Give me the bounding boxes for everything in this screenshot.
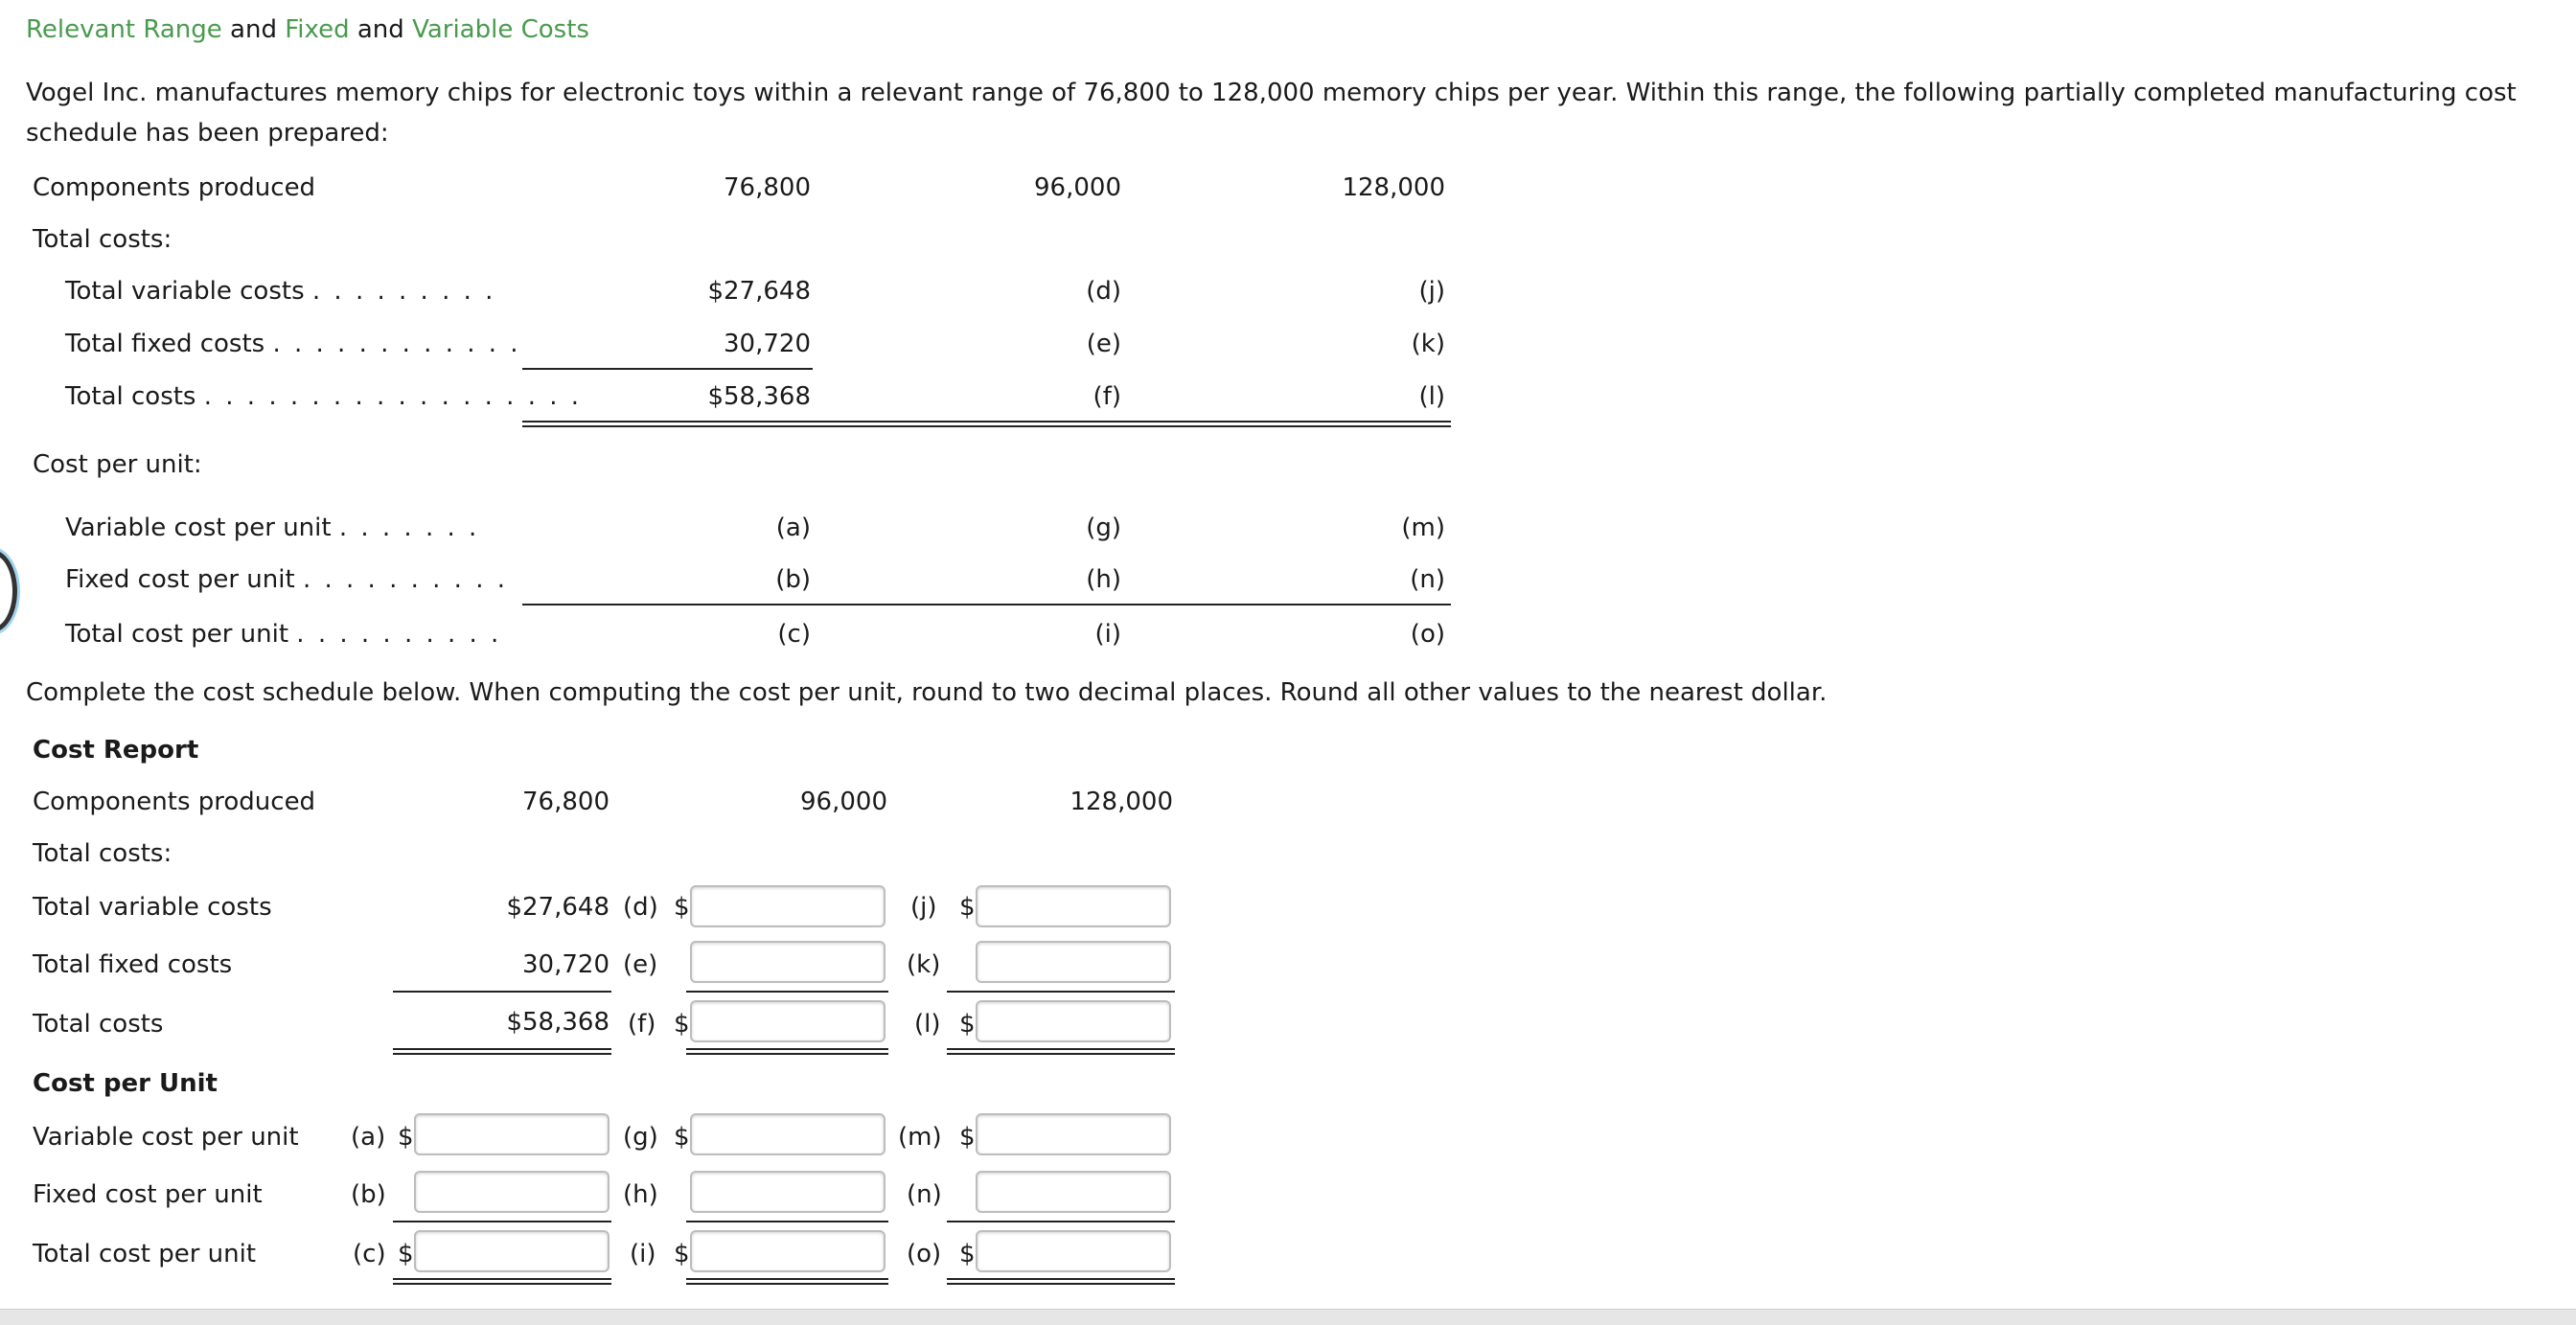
subtotal-rule	[947, 991, 1175, 993]
schedule-value: (m)	[1401, 514, 1445, 542]
report-given-value: $58,368	[506, 1008, 610, 1037]
leader-dots: . . . . . . . . . . . .	[272, 330, 521, 358]
schedule-value: (o)	[1410, 620, 1445, 649]
subtotal-rule	[686, 1221, 888, 1222]
currency-sign: $	[398, 1240, 414, 1268]
total-double-rule	[947, 1048, 1175, 1050]
report-row-label: Fixed cost per unit	[33, 1180, 263, 1209]
schedule-value: (a)	[775, 514, 811, 542]
report-given-value: $27,648	[506, 893, 610, 922]
schedule-row-label: Total cost per unit . . . . . . . . . .	[65, 620, 502, 649]
input-o-tcpu-128000[interactable]	[976, 1230, 1171, 1272]
schedule-col-header: 96,000	[1034, 173, 1121, 202]
currency-sign: $	[959, 1240, 976, 1268]
total-double-rule	[947, 1278, 1175, 1280]
title-link-fixed[interactable]: Fixed	[285, 15, 350, 44]
report-letter: (i)	[630, 1240, 656, 1268]
report-col-header: 76,800	[522, 788, 610, 816]
schedule-value: 30,720	[724, 330, 811, 358]
input-f-total-96000[interactable]	[690, 1000, 886, 1042]
schedule-value: (i)	[1094, 620, 1121, 649]
total-double-rule	[686, 1283, 888, 1285]
title-link-relevant-range[interactable]: Relevant Range	[26, 15, 222, 44]
report-row-label: Total variable costs	[33, 893, 272, 922]
report-letter: (h)	[623, 1180, 658, 1209]
report-row-label: Variable cost per unit	[33, 1123, 299, 1152]
report-letter: (k)	[907, 950, 941, 979]
input-b-fcpu-76800[interactable]	[414, 1171, 610, 1213]
schedule-row-label: Fixed cost per unit . . . . . . . . . .	[65, 565, 508, 594]
schedule-col-header: 128,000	[1342, 173, 1445, 202]
schedule-row-label: Total fixed costs . . . . . . . . . . . .	[65, 330, 521, 358]
report-letter: (l)	[914, 1010, 941, 1039]
currency-sign: $	[959, 1123, 976, 1152]
schedule-value: (n)	[1410, 565, 1445, 594]
currency-sign: $	[674, 1240, 690, 1268]
problem-intro: Vogel Inc. manufactures memory chips for electronic toys within a relevant range of 76,800 to 128,000 memory chips per year. Within this range, the following partially completed manufacturing cost schedule has been prepared:	[26, 79, 2517, 148]
subtotal-rule	[393, 991, 611, 993]
schedule-value: (l)	[1418, 382, 1445, 411]
schedule-value: (g)	[1086, 514, 1121, 542]
report-row-label: Total costs	[33, 1010, 164, 1039]
schedule-cpu-label: Cost per unit:	[33, 450, 202, 479]
input-e-fixed-96000[interactable]	[690, 941, 886, 983]
schedule-col-header: 76,800	[724, 173, 811, 202]
input-i-tcpu-96000[interactable]	[690, 1230, 886, 1272]
report-letter: (c)	[353, 1240, 386, 1268]
input-g-vcpu-96000[interactable]	[690, 1113, 886, 1155]
instructions-text: Complete the cost schedule below. When computing the cost per unit, round to two decimal places. Round all other values to the nearest dollar.	[26, 678, 1828, 707]
report-letter: (m)	[898, 1123, 942, 1152]
report-title: Cost Report	[33, 736, 199, 765]
report-cpu-title: Cost per Unit	[33, 1069, 218, 1098]
input-l-total-128000[interactable]	[976, 1000, 1171, 1042]
input-m-vcpu-128000[interactable]	[976, 1113, 1171, 1155]
report-letter: (g)	[623, 1123, 658, 1152]
input-a-vcpu-76800[interactable]	[414, 1113, 610, 1155]
currency-sign: $	[674, 893, 690, 922]
report-letter: (e)	[623, 950, 658, 979]
subtotal-rule	[393, 1221, 611, 1222]
report-letter: (b)	[351, 1180, 386, 1209]
schedule-value: (d)	[1086, 277, 1121, 306]
schedule-value: (b)	[775, 565, 811, 594]
title-text: and	[221, 15, 286, 44]
currency-sign: $	[398, 1123, 414, 1152]
schedule-value: (f)	[1092, 382, 1121, 411]
currency-sign: $	[674, 1010, 690, 1039]
leader-dots: . . . . . . . . . .	[302, 565, 508, 594]
report-components-label: Components produced	[33, 788, 316, 816]
schedule-value: (c)	[777, 620, 811, 649]
total-double-rule	[686, 1048, 888, 1050]
report-col-header: 96,000	[800, 788, 887, 816]
schedule-value: $27,648	[707, 277, 811, 306]
total-double-rule	[393, 1048, 611, 1050]
input-n-fcpu-128000[interactable]	[976, 1171, 1171, 1213]
total-double-rule	[522, 421, 1451, 423]
total-double-rule	[686, 1053, 888, 1055]
input-k-fixed-128000[interactable]	[976, 941, 1171, 983]
subtotal-rule	[522, 368, 813, 370]
report-letter: (f)	[628, 1010, 656, 1039]
schedule-row-label: Total variable costs . . . . . . . . .	[65, 277, 496, 306]
schedule-value: $58,368	[707, 382, 811, 411]
subtotal-rule	[522, 604, 1451, 605]
schedule-value: (k)	[1411, 330, 1445, 358]
input-c-tcpu-76800[interactable]	[414, 1230, 610, 1272]
currency-sign: $	[959, 1010, 976, 1039]
leader-dots: . . . . . . . . . .	[296, 620, 502, 649]
title-link-variable-costs[interactable]: Variable Costs	[412, 15, 589, 44]
report-letter: (n)	[907, 1180, 942, 1209]
schedule-components-label: Components produced	[33, 173, 316, 202]
total-double-rule	[393, 1053, 611, 1055]
leader-dots: . . . . . . .	[338, 514, 480, 542]
schedule-row-label: Variable cost per unit . . . . . . .	[65, 514, 480, 542]
input-j-variable-128000[interactable]	[976, 885, 1171, 927]
bottom-scrollbar-track[interactable]	[0, 1309, 2576, 1325]
subtotal-rule	[686, 991, 888, 993]
report-total-costs-label: Total costs:	[33, 839, 172, 868]
currency-sign: $	[959, 893, 976, 922]
report-letter: (o)	[907, 1240, 942, 1268]
report-letter: (d)	[623, 893, 658, 922]
focus-ring-indicator	[0, 550, 17, 632]
report-letter: (a)	[351, 1123, 386, 1152]
leader-dots: . . . . . . . . .	[311, 277, 496, 306]
title-text: and	[349, 15, 413, 44]
total-double-rule	[393, 1283, 611, 1285]
report-given-value: 30,720	[522, 950, 610, 979]
currency-sign: $	[674, 1123, 690, 1152]
total-double-rule	[947, 1053, 1175, 1055]
report-letter: (j)	[910, 893, 937, 922]
page-title	[26, 13, 589, 46]
total-double-rule	[686, 1278, 888, 1280]
schedule-value: (h)	[1086, 565, 1121, 594]
input-h-fcpu-96000[interactable]	[690, 1171, 886, 1213]
input-d-variable-96000[interactable]	[690, 885, 886, 927]
report-col-header: 128,000	[1070, 788, 1173, 816]
schedule-value: (j)	[1418, 277, 1445, 306]
report-row-label: Total cost per unit	[33, 1240, 257, 1268]
total-double-rule	[393, 1278, 611, 1280]
subtotal-rule	[947, 1221, 1175, 1222]
report-row-label: Total fixed costs	[33, 950, 233, 979]
total-double-rule	[947, 1283, 1175, 1285]
schedule-row-label: Total costs . . . . . . . . . . . . . . . . . .	[65, 382, 583, 411]
schedule-total-costs-label: Total costs:	[33, 225, 172, 254]
schedule-value: (e)	[1086, 330, 1121, 358]
total-double-rule	[522, 425, 1451, 427]
leader-dots: . . . . . . . . . . . . . . . . . .	[203, 382, 583, 411]
